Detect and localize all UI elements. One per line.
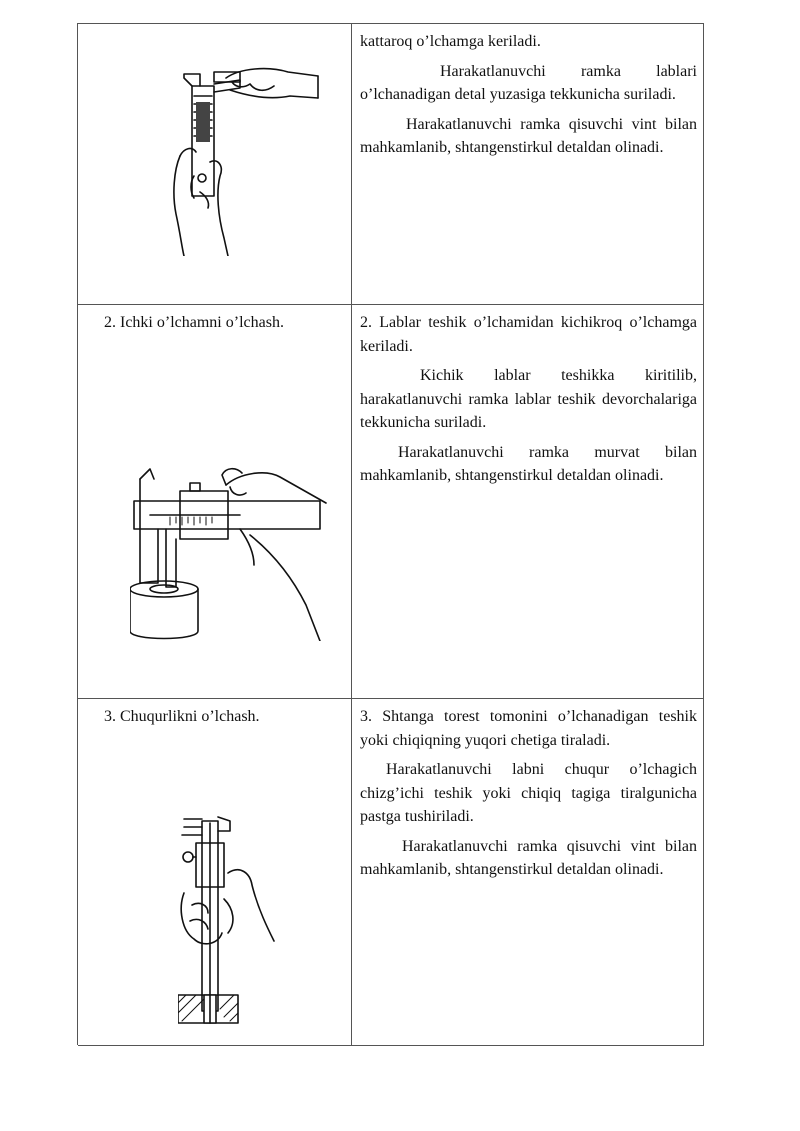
caliper-depth-measure-icon bbox=[178, 813, 348, 1035]
caliper-inner-measure-icon bbox=[130, 455, 330, 641]
table-row bbox=[78, 699, 704, 1046]
table-cell-right bbox=[352, 24, 704, 304]
table-cell-right bbox=[352, 699, 704, 1045]
table-cell-right bbox=[352, 305, 704, 698]
row-title: 3. Chuqurlikni o’lchash. bbox=[104, 708, 260, 725]
step-text: Harakatlanuvchi labni chuqur o’lchagich chizg’ichi teshik yoki chiqiq tagiga tiralgunicha pastga tushiriladi. bbox=[360, 761, 697, 825]
table-cell-left bbox=[78, 24, 352, 304]
instruction-table bbox=[77, 23, 704, 1045]
step-text: Harakatlanuvchi ramka qisuvchi vint bilan mahkamlanib, shtangenstirkul detaldan olinadi. bbox=[360, 837, 697, 878]
step-text: 3. Shtanga torest tomonini o’lchanadigan teshik yoki chiqiqning yuqori chetiga tiraladi. bbox=[360, 708, 697, 749]
step-text: 2. Lablar teshik o’lchamidan kichikroq o’lchamga keriladi. bbox=[360, 314, 697, 355]
table-row bbox=[78, 305, 704, 699]
step-text: Harakatlanuvchi ramka qisuvchi vint bilan mahkamlanib, shtangenstirkul detaldan olinadi. bbox=[360, 115, 697, 156]
table-cell-left bbox=[78, 699, 352, 1045]
step-text: Harakatlanuvchi ramka murvat bilan mahkamlanib, shtangenstirkul detaldan olinadi. bbox=[360, 443, 697, 484]
row-title: 2. Ichki o’lchamni o’lchash. bbox=[104, 314, 284, 331]
table-cell-left bbox=[78, 305, 352, 698]
step-text: Kichik lablar teshikka kiritilib, harakatlanuvchi ramka lablar teshik devorchalariga tekkunicha suriladi. bbox=[360, 367, 697, 431]
step-text: kattaroq o’lchamga keriladi. bbox=[360, 33, 541, 50]
hand-caliper-outer-measure-icon bbox=[170, 66, 330, 256]
table-row bbox=[78, 24, 704, 305]
step-text: Harakatlanuvchi ramka lablari o’lchanadigan detal yuzasiga tekkunicha suriladi. bbox=[360, 62, 697, 103]
